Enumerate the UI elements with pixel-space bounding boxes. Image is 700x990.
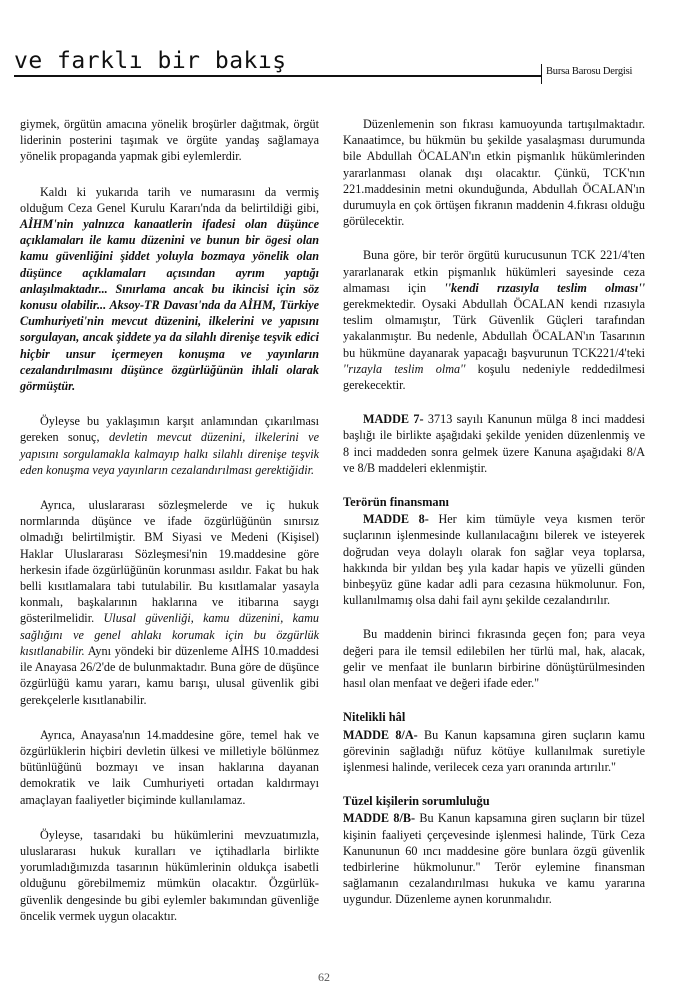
italic-text: devletin mevcut düzenini, ilkelerini ve yapısını sorgulamakla kalmayıp halkı silahlı direnişe teşvik eden konuşma veya yayınların cezalandırılması gerektiğidir. (20, 430, 319, 477)
paragraph-text: Ayrıca, Anayasa'nın 14.maddesine göre, temel hak ve özgürlüklerin hiçbiri devletin ülkesi ve milletiyle bölünmez bütünlüğünü bozmayı ve insan haklarına dayanan demokratik ve laik Cumhuriyeti ortadan kaldırmayı amaçlayan faaliyetler biçiminde kullanılamaz. (20, 727, 319, 807)
paragraph (343, 116, 645, 229)
quoted-phrase: ''kendi rızasıyla teslim olması'' (444, 280, 645, 295)
paragraph (20, 184, 319, 395)
paragraph (20, 413, 319, 478)
paragraph-text: Öyleyse bu yaklaşımın karşıt anlamından çıkarılması gereken sonuç, (20, 414, 319, 445)
article-label: MADDE 7- (363, 412, 424, 427)
paragraph (20, 116, 319, 165)
paragraph-text: Bu Kanun kapsamına giren suçların kamu görevinin sağladığı nüfuz kötüye kullanılmak suretiyle işlenmesi halinde, verilecek ceza yarı oranında artırılır." (343, 727, 645, 774)
journal-name: Bursa Barosu Dergisi (546, 66, 633, 77)
paragraph-text: Düzenlemenin son fıkrası kamuoyunda tartışılmaktadır. Kanaatimce, bu hükmün bu şekilde yasalaşması durumunda bile Abdullah ÖCALAN'ın etkin pişmanlık hükümlerinden yararlanması olanak dışı olacaktır. Çünkü, TCK'nın 221.maddesinin metni okunduğunda, Abdullah ÖCALAN'ın durumuyla en çok örtüşen fıkranın maddenin 4.fıkrası olduğu görülecektir. (343, 117, 645, 229)
paragraph (20, 497, 319, 708)
paragraph (343, 810, 645, 907)
paragraph-text: Bu Kanun kapsamına giren suçların bir tüzel kişinin faaliyeti çerçevesinde işlenmesi halinde, Türk Ceza Kanununun 60 ıncı maddesine göre bunlara özgü güvenlik tedbirlerine hükmolunur." Terör eylemine finansman sağlamanın cezalandırılması hukuka ve kamu yararına uygundur. Düzenleme aynen korunmalıdır. (343, 811, 645, 907)
paragraph (20, 827, 319, 924)
subheading: Nitelikli hâl (343, 710, 406, 725)
right-column (343, 116, 645, 926)
paragraph-text: Kaldı ki yukarıda tarih ve numarasını da vermiş olduğum Ceza Genel Kurulu Kararı'nda da belirtildiği gibi, (20, 184, 319, 215)
paragraph-text: Buna göre, bir terör örgütü kurucusunun TCK 221/4'ten yararlanarak etkin pişmanlık hükümleri sayesinde ceza almaması için (343, 248, 645, 295)
paragraph (343, 626, 645, 691)
paragraph-text: 3713 sayılı Kanunun mülga 8 inci maddesi başlığı ile birlikte aşağıdaki şekilde yeniden düzenlenmiş ve 8 inci maddeden sonra gelmek üzere Kanuna aşağıdaki 8/A ve 8/B maddeleri eklenmiştir. (343, 412, 645, 475)
paragraph-text: Bu maddenin birinci fıkrasında geçen fon; para veya değeri para ile temsil edilebilen her türlü mal, hak, alacak, gelir ve menfaat ile bunların birbirine dönüştürülmesinden hasıl olan menfaat ve değeri ifade eder." (343, 627, 645, 691)
emphasized-quote: AİHM'nin yalnızca kanaatlerin ifadesi olan düşünce açıklamaları ile kamu düzenini ve bunun bir ögesi olan kamu güvenliğini şiddet yoluyla bozmaya yönelik olan düşünce açıklamaları açısından ayrım yaptığı anlaşılmaktadır... Sınırlama ancak bu ikincisi için söz konusu olabilir... Aksoy-TR Davası'nda da AİHM, Türkiye Cumhuriyeti'nin mevcut düzenini, ilkelerini ve yapısını sorgulayan, ancak şiddete ya da silahlı direnişe teşvik edici hiçbir unsur içermeyen konuşma ve yayınların cezalandırılmasını düşünce özgürlüğünün ihlali olarak görmüştür. (20, 217, 319, 394)
quoted-phrase: ''rızayla teslim olma'' (343, 361, 466, 376)
italic-text: Ulusal güvenliği, kamu düzenini, kamu sağlığını ve genel ahlakı korumak için bu özgürlük kısıtlanabilir. (20, 611, 319, 658)
header-rule (14, 75, 542, 77)
paragraph (343, 247, 645, 393)
page-number: 62 (318, 970, 330, 984)
paragraph (343, 411, 645, 476)
paragraph-text: Aynı yöndeki bir düzenleme AİHS 10.maddesi ile Anayasa 26/2'de de bulunmaktadır. Buna göre de düşünce özgürlüğü kamu yararı, kamu barışı, ulusal güvenlik gibi gerekçelerle kısıtlanabilir. (20, 643, 319, 707)
article-label: MADDE 8- (363, 512, 429, 527)
article-label: MADDE 8/B- (343, 811, 416, 826)
subheading: Terörün finansmanı (343, 495, 449, 510)
subheading: Tüzel kişilerin sorumluluğu (343, 794, 490, 809)
header-divider (541, 64, 542, 84)
paragraph (343, 727, 645, 776)
paragraph-text: gerekmektedir. Oysaki Abdullah ÖCALAN kendi rızasıyla teslim olmamıştır, Türk Güvenlik Güçleri tarafından yakalanmıştır. Bu nedenle, Abdullah ÖCALAN'ın Tasarının bu hükmüne dayanarak yapacağı başvurunun TCK221/4'teki (343, 297, 645, 360)
left-column (20, 116, 319, 943)
paragraph-text: giymek, örgütün amacına yönelik broşürler dağıtmak, örgüt liderinin posterini taşımak ve örgüte yandaş sağlamaya yönelik propaganda yapmak gibi eylemlerdir. (20, 117, 319, 164)
paragraph-text: Ayrıca, uluslararası sözleşmelerde ve iç hukuk normlarında düşünce ve ifade özgürlüğünün sınırsız olmadığı belirtilmiştir. BM Siyasi ve Medeni (Kişisel) Haklar Uluslararası Sözleşmesi'nin 19.maddesine göre herkesin ifade özgürlüğünün korunması asıldır. Fakat bu hak belli kısıtlamalara tabi tutulabilir. Bu kısıtlamalar yasayla konmalı, başkalarının haklarına ve itibarına saygı gösterilmelidir. (20, 498, 319, 626)
paragraph-text: koşulu nedeniyle reddedilmesi gerekecektir. (343, 361, 645, 393)
article-label: MADDE 8/A- (343, 727, 418, 742)
paragraph-text: Öyleyse, tasarıdaki bu hükümlerini mevzuatımızla, uluslararası hukuk kuralları ve içtihadlarla birlikte yorumladığımızda tasarının hükümlerinin oldukça isabetli olduğunu görebilmemiz mümkün olacaktır. Özgürlük-güvenlik dengesinde bu gibi eylemler bakımından güvenliğe öncelik vermek uygun olacaktır. (20, 827, 319, 923)
paragraph (20, 727, 319, 808)
paragraph (343, 511, 645, 608)
paragraph-text: Her kim tümüyle veya kısmen terör suçlarının işlenmesinde kullanılacağını bilerek ve isteyerek doğrudan veya dolaylı olarak fon sağlar veya toplarsa, hakkında bir yıldan beş yıla kadar hapis ve yüzelli günden binbeşyüz güne kadar adli para cezasına hükmolunur. Fon, kullanılmamış olsa dahi fail aynı şekilde cezalandırılır. (343, 512, 645, 608)
section-title: ve farklı bir bakış (14, 48, 287, 74)
